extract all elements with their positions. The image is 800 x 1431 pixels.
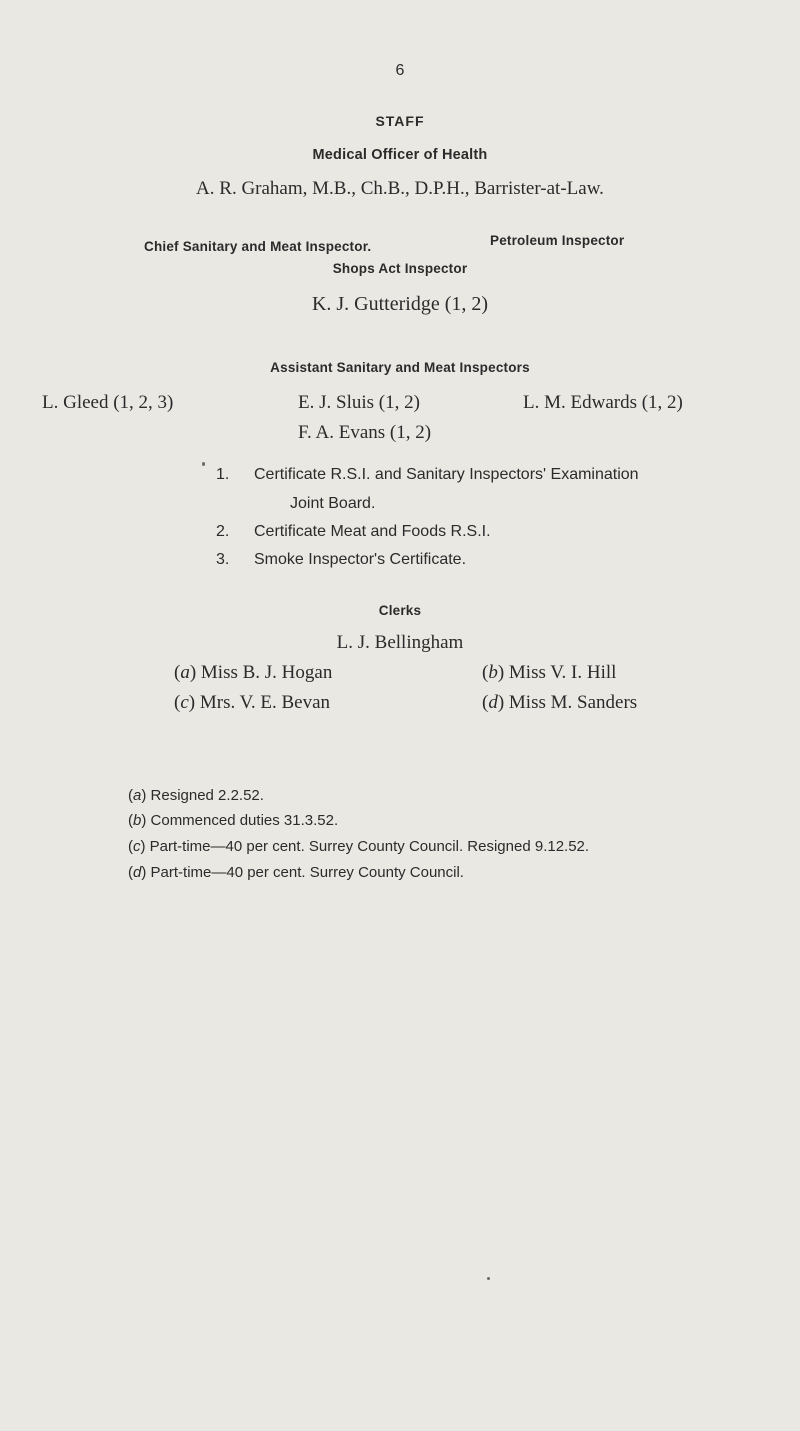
assistant-inspector-name: E. J. Sluis (1, 2) (298, 392, 420, 413)
print-speck (487, 1277, 490, 1280)
qualification-text: Certificate Meat and Foods R.S.I. (254, 523, 491, 540)
petroleum-inspector-heading: Petroleum Inspector (490, 233, 625, 248)
clerk-entry: (a) Miss B. J. Hogan (174, 662, 333, 683)
footnote: (d) Part-time—40 per cent. Surrey County Council. (128, 864, 464, 881)
qualification-number: 3. (216, 551, 230, 568)
print-speck (202, 462, 205, 466)
assistant-inspector-name: L. M. Edwards (1, 2) (523, 392, 683, 413)
medical-officer-heading: Medical Officer of Health (312, 147, 488, 163)
qualification-number: 1. (216, 466, 230, 483)
page-number: 6 (395, 62, 405, 79)
qualification-text: Joint Board. (290, 495, 376, 512)
qualification-text: Certificate R.S.I. and Sanitary Inspectors' Examination (254, 466, 639, 483)
clerk-entry: (b) Miss V. I. Hill (482, 662, 617, 683)
footnote: (c) Part-time—40 per cent. Surrey County Council. Resigned 9.12.52. (128, 838, 590, 855)
assistant-inspectors-heading: Assistant Sanitary and Meat Inspectors (270, 360, 530, 375)
medical-officer-name: A. R. Graham, M.B., Ch.B., D.P.H., Barrister-at-Law. (196, 178, 604, 199)
assistant-inspector-name: L. Gleed (1, 2, 3) (42, 392, 174, 413)
qualification-text: Smoke Inspector's Certificate. (254, 551, 467, 568)
clerk-entry: (d) Miss M. Sanders (482, 692, 638, 713)
assistant-inspector-name: F. A. Evans (1, 2) (298, 422, 432, 443)
head-clerk-name: L. J. Bellingham (336, 632, 464, 653)
section-title: STAFF (375, 113, 425, 129)
chief-inspector-heading: Chief Sanitary and Meat Inspector. (144, 239, 372, 254)
clerks-heading: Clerks (378, 603, 422, 618)
footnote: (a) Resigned 2.2.52. (128, 787, 264, 804)
clerk-entry: (c) Mrs. V. E. Bevan (174, 692, 331, 713)
footnote: (b) Commenced duties 31.3.52. (128, 812, 339, 829)
chief-inspector-name: K. J. Gutteridge (1, 2) (311, 293, 489, 315)
qualification-number: 2. (216, 523, 230, 540)
shops-act-heading: Shops Act Inspector (332, 261, 468, 276)
